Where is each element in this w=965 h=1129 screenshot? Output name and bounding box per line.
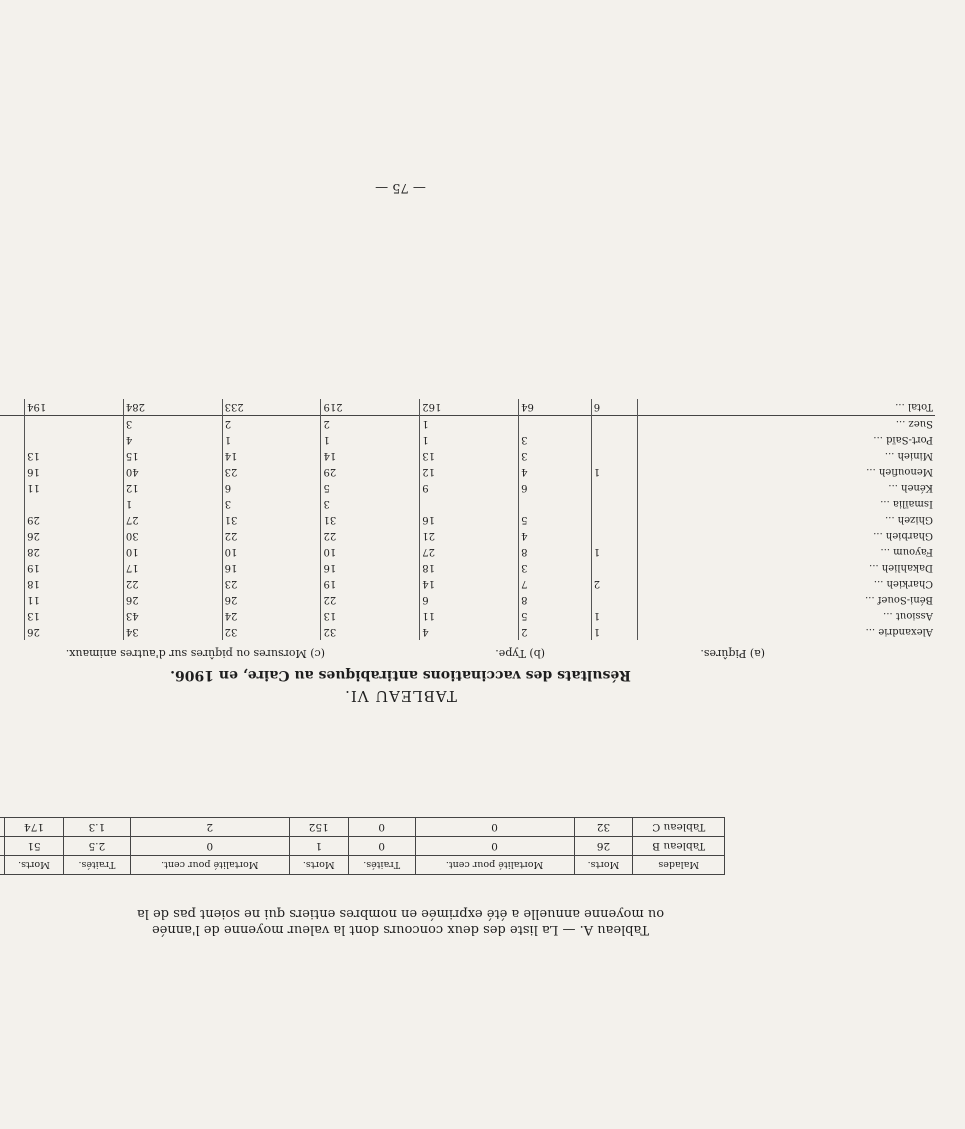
table-cell: 3 <box>123 415 222 432</box>
table-row <box>0 560 935 576</box>
table-cell: 29 <box>320 464 419 480</box>
row-label: Port-Saïd ... <box>872 434 933 445</box>
table-cell: 4 <box>518 528 591 544</box>
table-cell: 1 <box>591 624 638 640</box>
table-cell: 11 <box>419 608 518 624</box>
table-cell: 6 <box>518 480 591 496</box>
table-cell: 1 <box>419 415 518 432</box>
table-cell <box>0 608 24 624</box>
table-cell: 32 <box>574 817 633 836</box>
row-label: Béni-Souef ... <box>864 594 933 605</box>
table-cell: 26 <box>222 592 321 608</box>
table-cell: 2 <box>518 624 591 640</box>
table-cell: 26 <box>574 836 633 855</box>
table-cell: 3 <box>518 432 591 448</box>
table-cell: 10 <box>123 544 222 560</box>
table-cell: 19 <box>24 560 123 576</box>
table-cell: 14 <box>419 576 518 592</box>
table-cell: 40 <box>123 464 222 480</box>
row-label: Fayoum ... <box>879 546 933 557</box>
table-cell: 194 <box>24 399 123 416</box>
column-label-b: (b) Type. <box>494 646 545 660</box>
table-cell <box>24 496 123 512</box>
table-row <box>0 496 935 512</box>
section-title: TABLEAU VI. <box>343 686 457 705</box>
column-label-a: (a) Piqûres. <box>699 646 765 660</box>
table-cell: 3 <box>320 496 419 512</box>
table-cell: 1 <box>591 608 638 624</box>
table-cell <box>591 560 638 576</box>
table-cell: 9 <box>419 480 518 496</box>
table-cell: 2 <box>591 576 638 592</box>
page-number: — 75 — <box>374 179 426 195</box>
table-row <box>0 624 935 640</box>
table-cell <box>0 624 24 640</box>
table-cell <box>0 544 24 560</box>
rotated-page <box>0 165 965 965</box>
table-cell: 26 <box>24 528 123 544</box>
row-label: Dakahlieh ... <box>868 562 933 573</box>
table-cell <box>0 592 24 608</box>
table-cell: 21 <box>419 528 518 544</box>
table-cell <box>0 448 24 464</box>
table-cell: 31 <box>222 512 321 528</box>
table-cell <box>0 464 24 480</box>
table-cell: 26 <box>123 592 222 608</box>
table-cell: 10 <box>222 544 321 560</box>
table-cell: 13 <box>24 448 123 464</box>
table-cell <box>0 399 24 416</box>
table-cell: 13 <box>24 608 123 624</box>
table-cell <box>591 480 638 496</box>
table-cell: 13 <box>320 608 419 624</box>
table-header-cell <box>0 855 4 874</box>
table-cell: 3 <box>222 496 321 512</box>
table-cell: 2.5 <box>63 836 130 855</box>
table-cell: 31 <box>320 512 419 528</box>
table-cell: 34 <box>123 624 222 640</box>
header-line-2: ou moyenne annuelle a été exprimée en nombres entiers qui ne soient pas de la <box>136 905 664 921</box>
table-cell: 26 <box>24 624 123 640</box>
table-cell: 32 <box>222 624 321 640</box>
table-header-cell: Morts. <box>4 855 63 874</box>
table-cell: 5 <box>518 512 591 528</box>
table-cell: 16 <box>419 512 518 528</box>
table-cell: 1 <box>591 544 638 560</box>
row-label: Menoufieh ... <box>865 466 933 477</box>
table-cell: 6 <box>591 399 638 416</box>
table-cell <box>591 512 638 528</box>
section-subtitle: Résultats des vaccinations antirabiques au Caire, en 1906. <box>169 666 631 683</box>
table-cell <box>24 415 123 432</box>
table-cell: 5 <box>320 480 419 496</box>
table-cell: 22 <box>123 576 222 592</box>
table-cell <box>591 415 638 432</box>
table-cell: 24 <box>222 608 321 624</box>
table-cell: 11 <box>24 480 123 496</box>
table-cell: 22 <box>320 592 419 608</box>
table-header-cell: Morts. <box>574 855 633 874</box>
table-cell: 30 <box>123 528 222 544</box>
table-cell: 0 <box>348 817 415 836</box>
table-cell: 1 <box>222 432 321 448</box>
vaccination-table <box>0 399 935 640</box>
table-cell: 4 <box>419 624 518 640</box>
table-row <box>0 576 935 592</box>
table-cell: 18 <box>24 576 123 592</box>
table-cell: 6 <box>222 480 321 496</box>
table-cell: 1.3 <box>63 817 130 836</box>
page <box>0 165 965 965</box>
table-cell <box>591 592 638 608</box>
table-row <box>0 592 935 608</box>
table-cell <box>0 480 24 496</box>
row-label: Alexandrie ... <box>865 626 933 637</box>
table-cell: 16 <box>24 464 123 480</box>
table-cell: 23 <box>222 464 321 480</box>
table-cell: 28 <box>24 544 123 560</box>
table-cell <box>591 528 638 544</box>
table-row <box>0 448 935 464</box>
table-row <box>0 480 935 496</box>
summary-table <box>0 817 725 875</box>
table-cell: 1 <box>320 432 419 448</box>
table-row <box>0 528 935 544</box>
table-cell: 29 <box>24 512 123 528</box>
table-cell: 32 <box>320 624 419 640</box>
table-cell <box>518 496 591 512</box>
table-cell: 0 <box>415 817 574 836</box>
table-cell: 14 <box>320 448 419 464</box>
table-header-cell: Mortalité pour cent. <box>130 855 289 874</box>
table-header-cell: Morts. <box>289 855 348 874</box>
table-cell <box>591 448 638 464</box>
table-cell: 8 <box>518 544 591 560</box>
table-cell <box>0 528 24 544</box>
table-cell: 4 <box>123 432 222 448</box>
table-cell: 8 <box>518 592 591 608</box>
table-cell <box>0 576 24 592</box>
table-cell: 6 <box>419 592 518 608</box>
table-cell: 2 <box>222 415 321 432</box>
table-header-cell: Mortalité pour cent. <box>415 855 574 874</box>
table-cell: 152 <box>289 817 348 836</box>
row-label: Minieh ... <box>884 450 933 461</box>
table-cell: 219 <box>320 399 419 416</box>
table-cell: 1 <box>123 496 222 512</box>
table-cell: 0 <box>348 836 415 855</box>
table-cell: 2 <box>130 817 289 836</box>
table-cell <box>0 836 4 855</box>
table-cell: 10 <box>320 544 419 560</box>
row-label: Charkieh ... <box>873 578 933 589</box>
table-row <box>0 817 724 836</box>
table-header-cell: Traités. <box>63 855 130 874</box>
table-cell: 3 <box>518 560 591 576</box>
total-row <box>0 399 935 416</box>
table-cell: 3 <box>518 448 591 464</box>
row-label: Ismaïlia ... <box>879 498 933 509</box>
table-row <box>0 836 724 855</box>
table-cell <box>591 432 638 448</box>
table-cell: 19 <box>320 576 419 592</box>
table-cell: Tableau C <box>632 817 724 836</box>
table-cell: 7 <box>518 576 591 592</box>
table-cell: 233 <box>222 399 321 416</box>
table-cell: 1 <box>289 836 348 855</box>
table-cell: 15 <box>123 448 222 464</box>
table-cell: 14 <box>222 448 321 464</box>
table-cell: 0 <box>130 836 289 855</box>
column-label-c: (c) Morsures ou piqûres sur d'autres animaux. <box>65 646 325 660</box>
table-cell <box>0 512 24 528</box>
table-cell: 0 <box>415 836 574 855</box>
table-cell: 2 <box>320 415 419 432</box>
table-header-cell: Traités. <box>348 855 415 874</box>
row-label: Gharbieh ... <box>872 530 933 541</box>
table-cell: 16 <box>222 560 321 576</box>
header-line-1: Tableau A. — La liste des deux concours dont la valeur moyenne de l'année <box>151 921 649 937</box>
table-cell <box>419 496 518 512</box>
table-row <box>0 512 935 528</box>
table-cell: 22 <box>222 528 321 544</box>
table-cell: 18 <box>419 560 518 576</box>
table-cell: 1 <box>419 432 518 448</box>
table-cell: 162 <box>419 399 518 416</box>
table-cell: 64 <box>518 399 591 416</box>
table-cell: 17 <box>123 560 222 576</box>
header <box>0 905 965 937</box>
table-cell: 13 <box>419 448 518 464</box>
row-label: Kéneh ... <box>887 482 933 493</box>
row-label: Assiout ... <box>882 610 933 621</box>
table-row <box>0 608 935 624</box>
table-cell <box>591 496 638 512</box>
table-cell <box>0 496 24 512</box>
table-header-cell: Malades <box>632 855 724 874</box>
table-row <box>0 544 935 560</box>
table-cell: 27 <box>419 544 518 560</box>
table-cell <box>0 817 4 836</box>
table-cell <box>0 432 24 448</box>
table-cell: 1 <box>591 464 638 480</box>
table-cell: 12 <box>419 464 518 480</box>
table-cell: 16 <box>320 560 419 576</box>
table-cell: 12 <box>123 480 222 496</box>
table-cell <box>0 560 24 576</box>
table-cell <box>24 432 123 448</box>
table-cell: 22 <box>320 528 419 544</box>
table-cell <box>0 415 24 432</box>
table-header-row <box>0 855 724 874</box>
table-cell: 43 <box>123 608 222 624</box>
table-cell <box>518 415 591 432</box>
table-cell: 23 <box>222 576 321 592</box>
table-cell: 284 <box>123 399 222 416</box>
table-cell: 4 <box>518 464 591 480</box>
table-cell: 5 <box>518 608 591 624</box>
row-label: Total ... <box>637 399 934 416</box>
table-cell: 27 <box>123 512 222 528</box>
table-row <box>0 432 935 448</box>
table-cell: Tableau B <box>632 836 724 855</box>
table-row <box>0 464 935 480</box>
table-cell: 51 <box>4 836 63 855</box>
table-cell: 174 <box>4 817 63 836</box>
table-cell: 11 <box>24 592 123 608</box>
row-label: Ghizeh ... <box>884 514 933 525</box>
table-row <box>0 415 935 432</box>
row-label: Suez ... <box>895 418 933 429</box>
